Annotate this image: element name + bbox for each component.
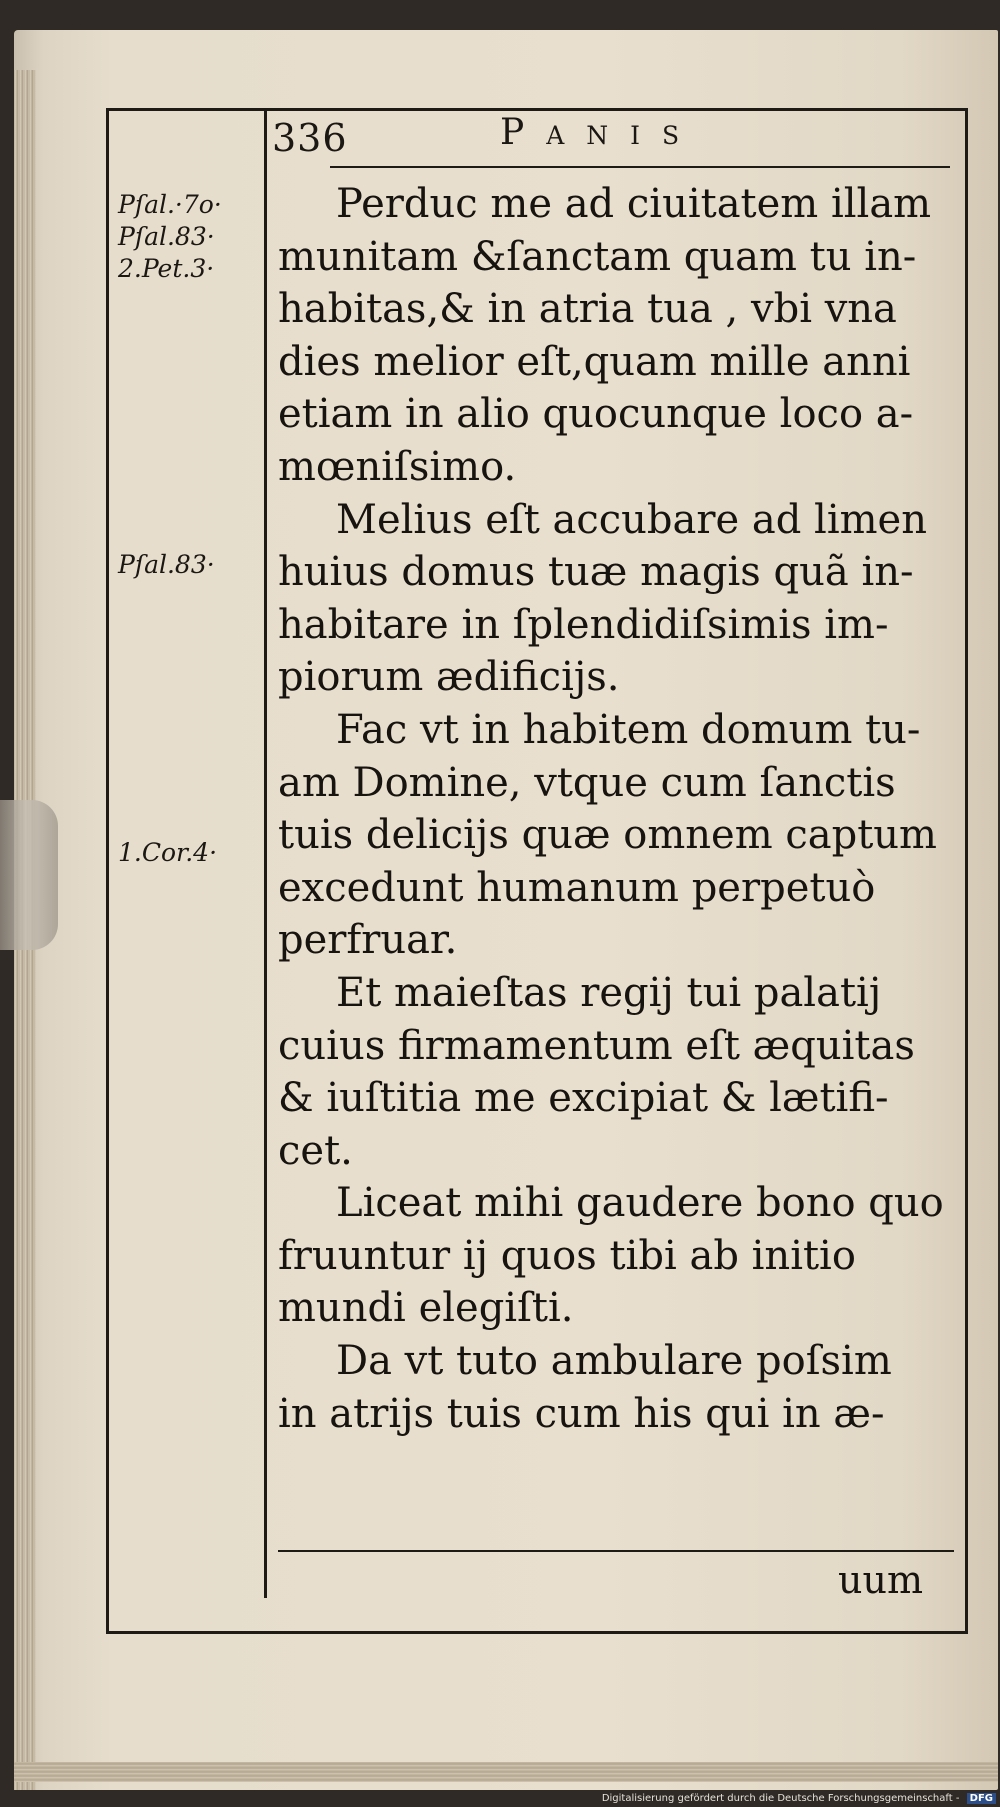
margin-note: Pſal.83· bbox=[118, 550, 215, 579]
text-line: tuis delicijs quæ omnem captum bbox=[278, 812, 937, 859]
margin-note: Pſal.83· bbox=[118, 222, 215, 251]
running-head: Panis bbox=[500, 112, 702, 153]
digitization-credit bbox=[602, 1793, 996, 1804]
text-line: & iuſtitia me excipiat & lætifi- bbox=[278, 1075, 889, 1122]
body-text bbox=[278, 178, 958, 1440]
text-line: cuius firmamentum eſt æquitas bbox=[278, 1022, 915, 1069]
dfg-logo: DFG bbox=[967, 1793, 996, 1804]
text-line: Perduc me ad ciuitatem illam bbox=[336, 181, 932, 227]
text-line: Et maieſtas regij tui palatij bbox=[336, 969, 882, 1016]
text-line: excedunt humanum perpetuò bbox=[278, 864, 876, 911]
catchword: uum bbox=[838, 1558, 923, 1602]
text-line: huius domus tuæ magis quã in- bbox=[278, 549, 914, 596]
text-line: dies melior eſt,quam mille anni bbox=[278, 338, 911, 385]
text-line: fruuntur ij quos tibi ab initio bbox=[278, 1232, 856, 1279]
text-line: mœniſsimo. bbox=[278, 443, 517, 490]
text-line: mundi elegiſti. bbox=[278, 1285, 574, 1332]
text-line: in atrijs tuis cum his qui in æ- bbox=[278, 1390, 885, 1437]
text-line: etiam in alio quocunque loco a- bbox=[278, 391, 914, 438]
margin-note: Pſal.·7o· bbox=[118, 190, 222, 219]
text-line: Fac vt in habitem domum tu- bbox=[336, 706, 921, 753]
margin-note: 2.Pet.3· bbox=[118, 254, 215, 283]
page-clip bbox=[0, 800, 58, 950]
text-line: Melius eſt accubare ad limen bbox=[336, 496, 927, 543]
text-line: habitas,& in atria tua , vbi vna bbox=[278, 286, 897, 333]
text-line: am Domine, vtque cum ſanctis bbox=[278, 759, 896, 806]
credit-text: Digitalisierung gefördert durch die Deutsche Forschungsgemeinschaft - bbox=[601, 1793, 960, 1804]
margin-note: 1.Cor.4· bbox=[118, 838, 218, 867]
text-line: munitam &ſanctam quam tu in- bbox=[278, 233, 917, 280]
header-rule bbox=[330, 166, 950, 168]
text-line: Da vt tuto ambulare poſsim bbox=[336, 1338, 892, 1385]
text-line: piorum ædificijs. bbox=[278, 654, 620, 701]
page-number: 336 bbox=[272, 116, 348, 160]
text-line: habitare in ſplendidiſsimis im- bbox=[278, 601, 889, 648]
text-line: Liceat mihi gaudere bono quo bbox=[336, 1180, 944, 1227]
text-line: perfruar. bbox=[278, 917, 458, 964]
margin-divider bbox=[264, 108, 267, 1598]
text-line: cet. bbox=[278, 1127, 353, 1174]
bottom-page-edges bbox=[14, 1762, 998, 1782]
footer-rule bbox=[278, 1550, 954, 1552]
